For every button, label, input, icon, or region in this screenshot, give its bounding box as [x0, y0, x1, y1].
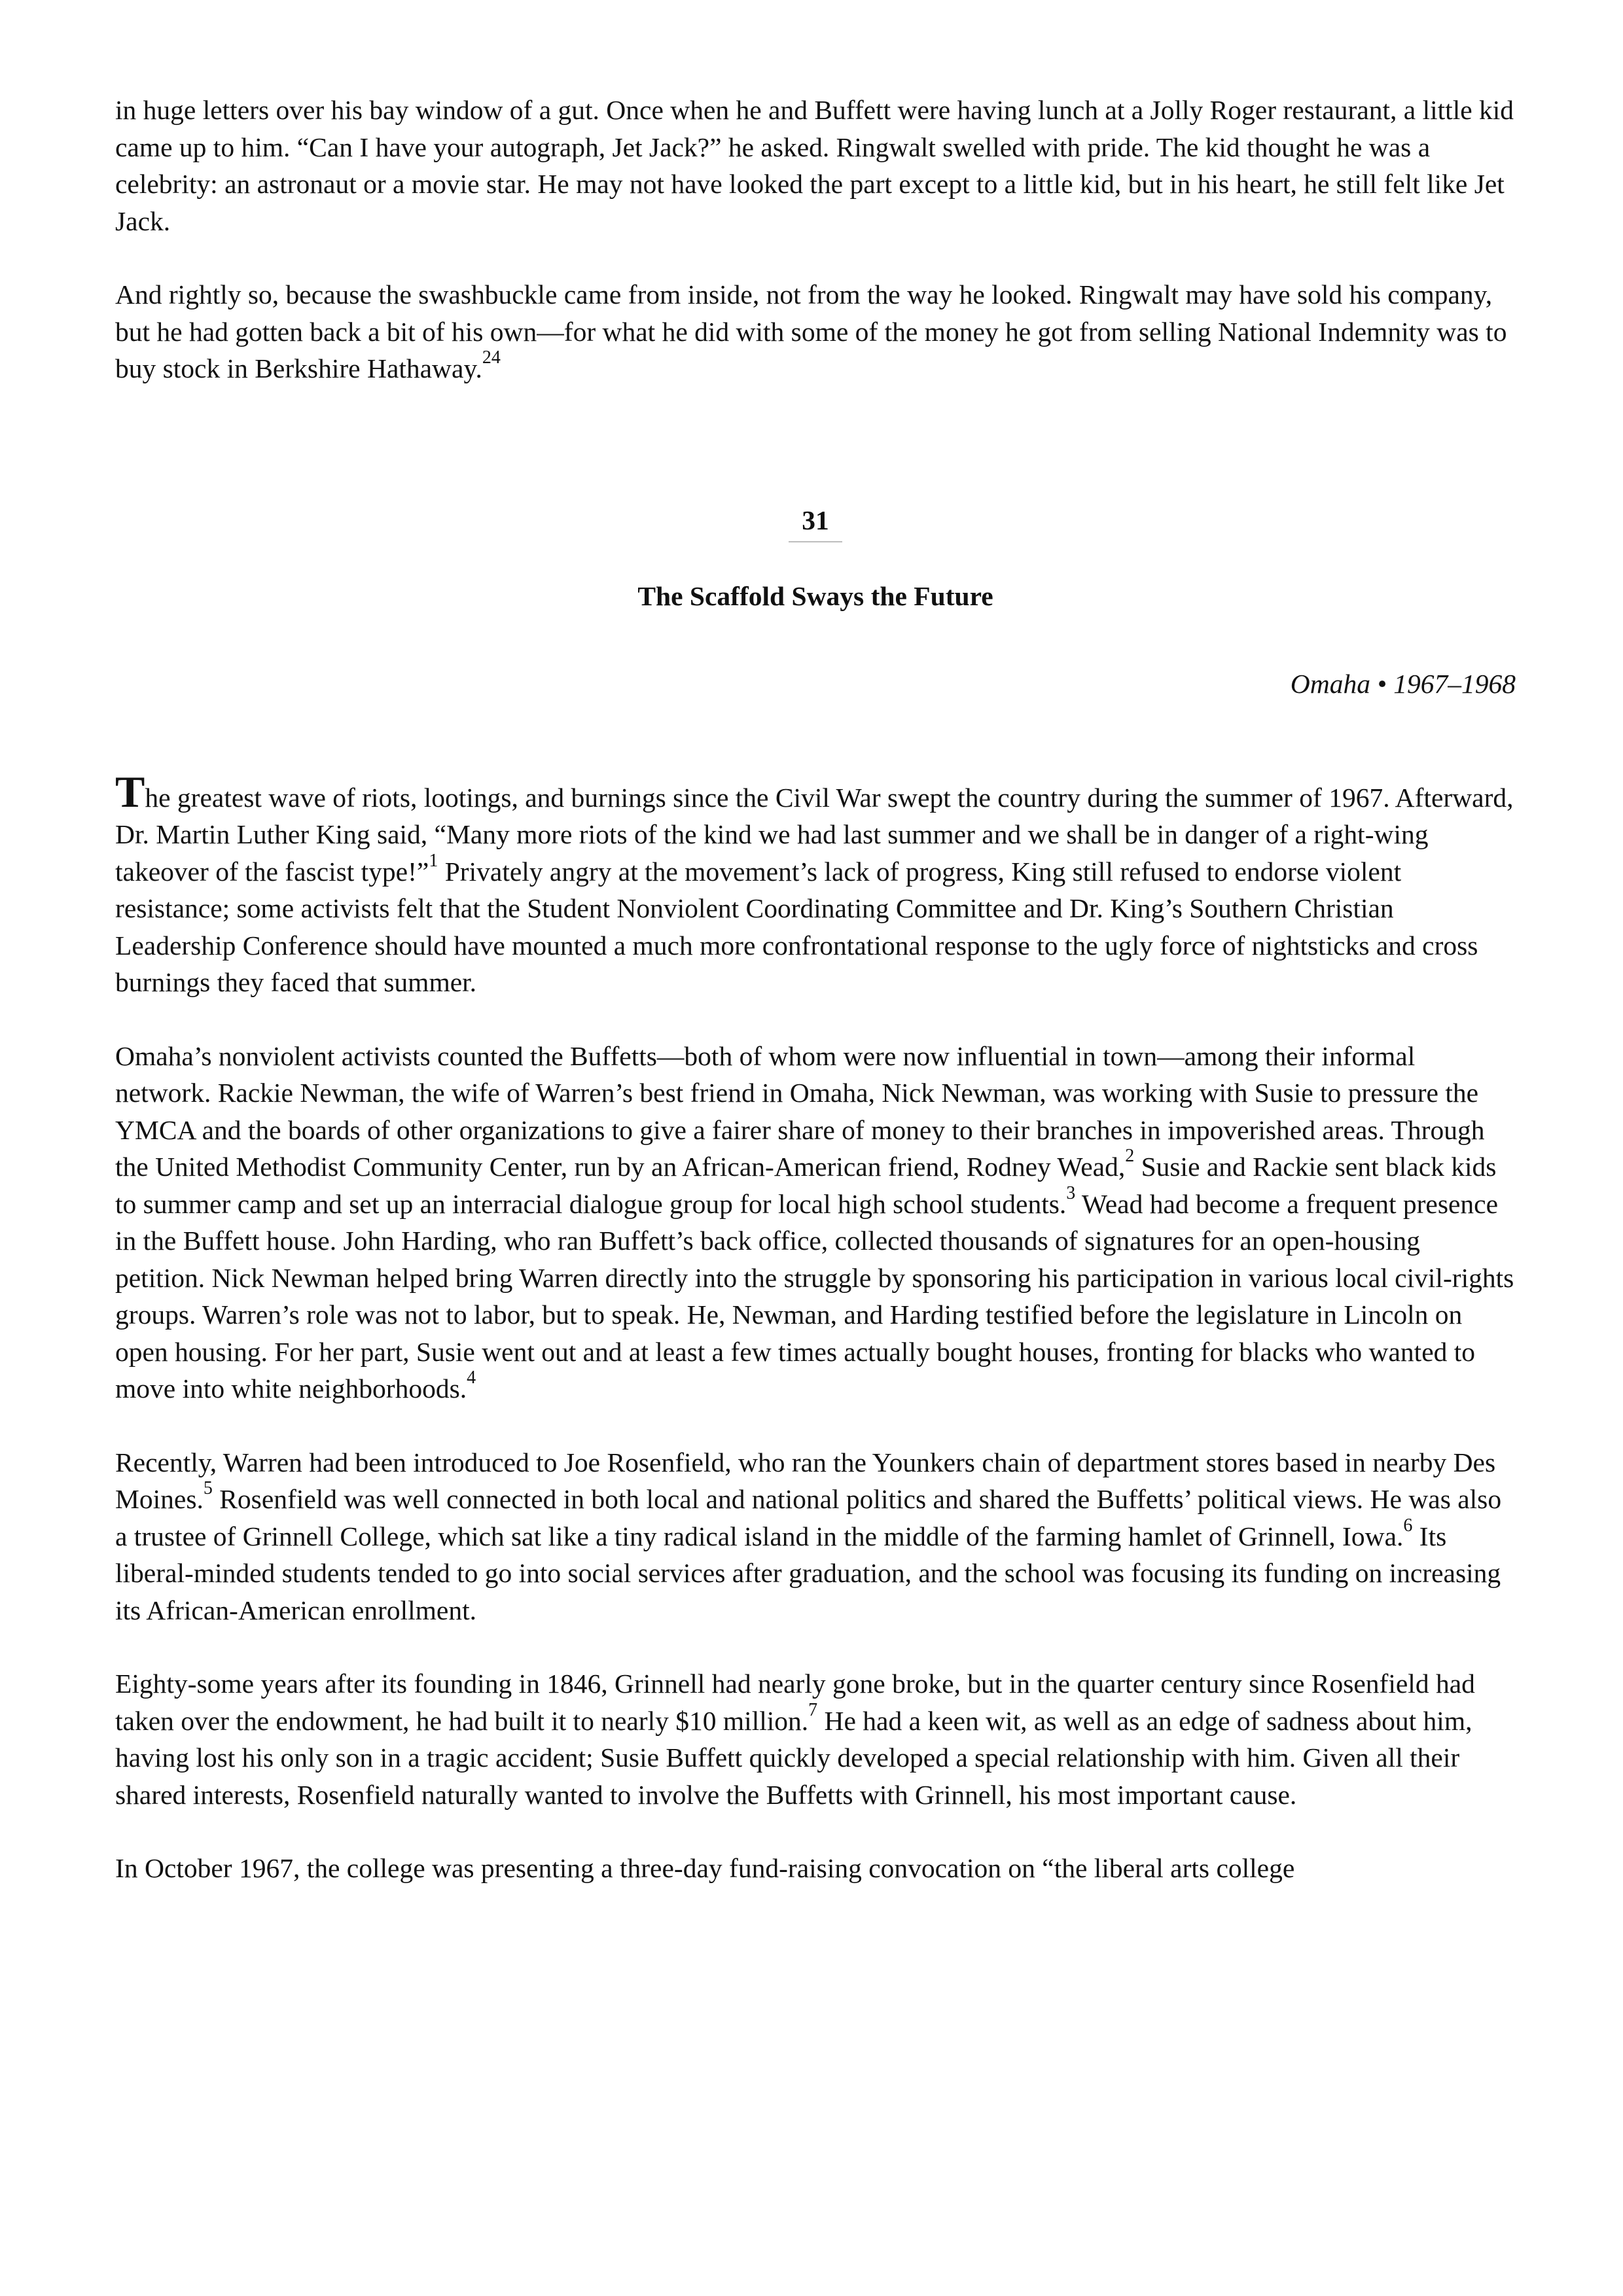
paragraph: [115, 92, 1516, 239]
paragraph: [115, 1665, 1516, 1813]
chapter-body-text: [115, 766, 1516, 1887]
footnote-marker: 2: [1125, 1146, 1135, 1166]
paragraph-text: In October 1967, the college was presenting a three-day fund-raising convocation on “the liberal arts college: [115, 1853, 1295, 1883]
paragraph-text: Wead had become a frequent presence in the Buffett house. John Harding, who ran Buffett’s back office, collected thousands of signatures for an open-housing petition. Nick Newman helped bring Warren directly into the struggle by sponsoring his participation in various local civil-rights groups. Warren’s role was not to labor, but to speak. He, Newman, and Harding testified before the legislature in Lincoln on open housing. For her part, Susie went out and at least a few times actually bought houses, fronting for blacks who wanted to move into white neighborhoods.: [115, 1188, 1514, 1404]
footnote-marker: 24: [482, 347, 501, 368]
chapter-number-container: [115, 502, 1516, 542]
paragraph-text: Its liberal-minded students tended to go into social services after graduation, and the school was focusing its funding on increasing its African-American enrollment.: [115, 1521, 1501, 1625]
paragraph-text: And rightly so, because the swashbuckle came from inside, not from the way he looked. Ringwalt may have sold his company, but he had gotten back a bit of his own—for what he did with some of the money he got from selling National Indemnity was to buy stock in Berkshire Hathaway.: [115, 279, 1507, 383]
book-page: [115, 92, 1516, 1924]
footnote-marker: 4: [467, 1368, 476, 1388]
paragraph-text: Susie and Rackie sent black kids to summer camp and set up an interracial dialogue group for local high school students.: [115, 1152, 1497, 1219]
paragraph-text: Omaha’s nonviolent activists counted the Buffetts—both of whom were now influential in town—among their informal network. Rackie Newman, the wife of Warren’s best friend in Omaha, Nick Newman, was working with Susie to pressure the YMCA and the boards of other organizations to give a fairer share of money to their branches in impoverished areas. Through the United Methodist Community Center, run by an African-American friend, Rodney Wead,: [115, 1040, 1485, 1182]
paragraph: [115, 276, 1516, 387]
footnote-marker: 5: [203, 1478, 213, 1498]
drop-cap-letter: T: [115, 766, 145, 817]
paragraph: [115, 1444, 1516, 1629]
paragraph-text: Recently, Warren had been introduced to Joe Rosenfield, who ran the Younkers chain of department stores based in nearby Des Moines.: [115, 1447, 1496, 1514]
paragraph-text: He had a keen wit, as well as an edge of sadness about him, having lost his only son in a tragic accident; Susie Buffett quickly developed a special relationship with him. Given all their shared interests, Rosenfield naturally wanted to involve the Buffetts with Grinnell, his most important cause.: [115, 1705, 1472, 1810]
chapter-title: The Scaffold Sways the Future: [637, 580, 993, 611]
paragraph-text: Eighty-some years after its founding in 1846, Grinnell had nearly gone broke, but in the quarter century since Rosenfield had taken over the endowment, he had built it to nearly $10 million.: [115, 1669, 1475, 1736]
previous-chapter-text: [115, 92, 1516, 387]
paragraph-text: Rosenfield was well connected in both local and national politics and shared the Buffetts’ political views. He was also a trustee of Grinnell College, which sat like a tiny radical island in the middle of the farming hamlet of Grinnell, Iowa.: [115, 1484, 1502, 1551]
chapter-dateline: Omaha • 1967–1968: [1290, 668, 1516, 699]
paragraph-text: in huge letters over his bay window of a gut. Once when he and Buffett were having lunch at a Jolly Roger restaurant, a little kid came up to him. “Can I have your autograph, Jet Jack?” he asked. Ringwalt swelled with pride. The kid thought he was a celebrity: an astronaut or a movie star. He may not have looked the part except to a little kid, but in his heart, he still felt like Jet Jack.: [115, 95, 1514, 236]
paragraph-text: he greatest wave of riots, lootings, and burnings since the Civil War swept the country during the summer of 1967. Afterward, Dr. Martin Luther King said, “Many more riots of the kind we had last summer and we shall be in danger of a right-wing takeover of the fascist type!”: [115, 782, 1514, 887]
paragraph-text: Privately angry at the movement’s lack of progress, King still refused to endorse violent resistance; some activists felt that the Student Nonviolent Coordinating Committee and Dr. King’s Southern Christian Leadership Conference should have mounted a much more confrontational response to the ugly force of nightsticks and cross burnings they faced that summer.: [115, 856, 1478, 997]
footnote-marker: 6: [1403, 1515, 1413, 1536]
paragraph: [115, 1850, 1516, 1887]
footnote-marker: 1: [429, 850, 438, 871]
paragraph: [115, 1038, 1516, 1407]
footnote-marker: 7: [808, 1699, 818, 1720]
footnote-marker: 3: [1066, 1182, 1076, 1203]
chapter-number: 31: [789, 502, 842, 542]
opening-paragraph: [115, 766, 1516, 1001]
